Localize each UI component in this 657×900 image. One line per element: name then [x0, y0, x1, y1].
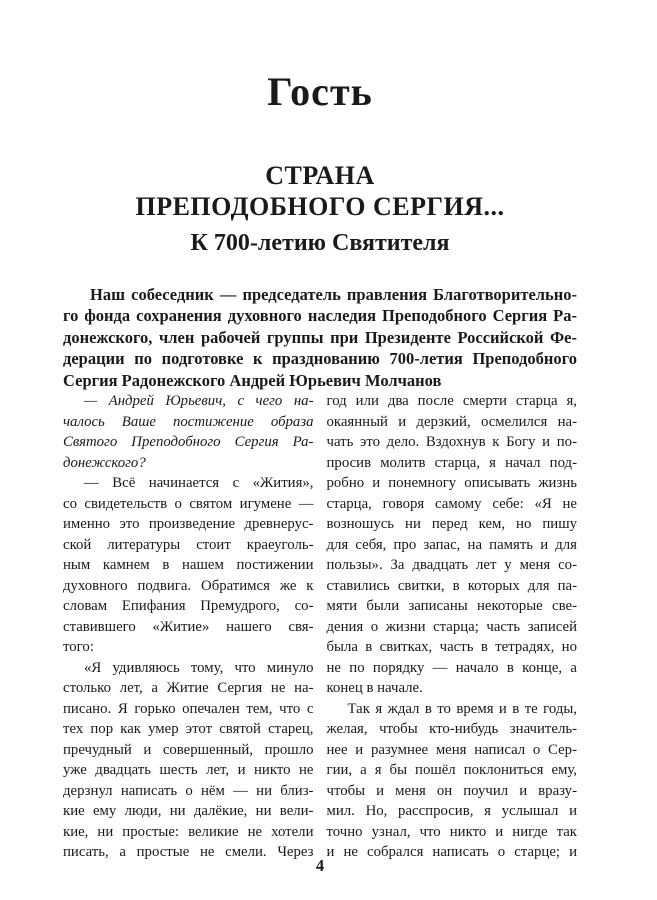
- text-line: возношусь ни перед кем, но пишу: [326, 516, 577, 533]
- text-line: дерзнул написать о нём — ни близ-: [63, 782, 314, 799]
- text-line: и не собрался написать о старце; и: [326, 844, 577, 861]
- text-line: чать это дело. Вздохнув к Богу и по-: [326, 434, 577, 451]
- text-line: желая, чтобы кто-нибудь значитель-: [326, 721, 577, 738]
- text-line: пользы». За двадцать лет у меня со-: [326, 557, 577, 574]
- text-line: ставившего «Житие» нашего свя-: [63, 618, 314, 635]
- article-subtitle: К 700-летию Святителя: [190, 230, 450, 256]
- text-line: год или два после смерти старца я,: [326, 393, 577, 410]
- text-line: дерации по подготовке к празднованию 700-летия Преподобного: [63, 349, 577, 369]
- left-column: [63, 391, 314, 863]
- text-line: духовного подвига. Обратимся же к: [63, 577, 314, 594]
- text-line: столько лет, а Житие Сергия не на-: [63, 680, 314, 697]
- text-line: словам Епифания Премудрого, со-: [63, 598, 314, 615]
- text-line: Сергия Радонежского Андрей Юрьевич Молчанов: [63, 370, 442, 390]
- text-line: конец в начале.: [326, 680, 423, 697]
- page-number: 4: [315, 856, 325, 875]
- text-line: уже двадцать шесть лет, и никто не: [63, 762, 314, 779]
- text-line: писать, а простые не смели. Через: [63, 844, 314, 861]
- article-title-line2: ПРЕПОДОБНОГО СЕРГИЯ...: [135, 192, 505, 221]
- text-line: донежского?: [63, 454, 146, 471]
- two-column-text: [63, 391, 577, 863]
- text-line: — Всё начинается с «Жития»,: [84, 475, 314, 492]
- text-line: окаянный и дерзкий, осмелился на-: [326, 413, 577, 430]
- text-line: Так я ждал в то время и в те годы,: [347, 700, 577, 717]
- text-line: со свидетельств о святом игумене —: [63, 495, 314, 512]
- text-line: для себя, про запас, на память и для: [326, 536, 577, 553]
- text-line: старца, говоря самому себе: «Я не: [326, 495, 577, 512]
- text-line: точно узнал, что никто и нигде так: [326, 823, 577, 840]
- text-line: ным камнем в нашем постижении: [63, 557, 314, 574]
- article-title: [63, 160, 577, 222]
- text-line: кие, ни простые: великие не хотели: [63, 823, 314, 840]
- text-line: мяти были записаны некоторые све-: [326, 598, 577, 615]
- text-line: чтобы и меня он поучил и вразу-: [326, 782, 577, 799]
- text-line: просив молитв старца, я начал под-: [326, 454, 577, 471]
- text-line: — Андрей Юрьевич, с чего на-: [84, 393, 314, 410]
- text-line: «Я удивляюсь тому, что минуло: [84, 659, 314, 676]
- section-title: Гость: [267, 69, 373, 114]
- intro-paragraph: [63, 284, 577, 391]
- text-line: ставились свитки, в которых для па-: [326, 577, 577, 594]
- text-line: мил. Но, расспросив, я услышал и: [326, 803, 577, 820]
- text-line: го фонда сохранения духовного наследия Преподобного Сергия Ра-: [63, 306, 577, 326]
- text-line: чалось Ваше постижение образа: [63, 413, 314, 430]
- text-line: дения о жизни старца; часть записей: [326, 618, 577, 635]
- text-line: именно это произведение древнерус-: [63, 516, 314, 533]
- text-line: пречудный и совершенный, прошло: [63, 741, 314, 758]
- text-line: Святого Преподобного Сергия Ра-: [63, 434, 314, 451]
- text-line: ской литературы стоит краеуголь-: [63, 536, 314, 553]
- page-content: [63, 70, 577, 863]
- text-line: тех пор как умер этот святой старец,: [63, 721, 314, 738]
- text-line: гии, а я бы пошёл поклониться ему,: [326, 762, 577, 779]
- text-line: кие ему люди, ни далёкие, ни вели-: [63, 803, 314, 820]
- text-line: не по порядку — начало в конце, а: [326, 659, 577, 676]
- text-line: писано. Я горько опечален тем, что с: [63, 700, 314, 717]
- text-line: того:: [63, 639, 94, 656]
- text-line: Наш собеседник — председатель правления Благотворительно-: [90, 285, 577, 304]
- text-line: нее и разумнее меня написал о Сер-: [326, 741, 577, 758]
- right-column: [327, 391, 578, 863]
- text-line: донежского, член рабочей группы при Президенте Российской Фе-: [63, 327, 577, 347]
- text-line: была в свитках, часть в тетрадях, но: [326, 639, 577, 656]
- text-line: робно и понемногу описывать жизнь: [326, 475, 577, 492]
- article-title-line1: СТРАНА: [265, 161, 375, 190]
